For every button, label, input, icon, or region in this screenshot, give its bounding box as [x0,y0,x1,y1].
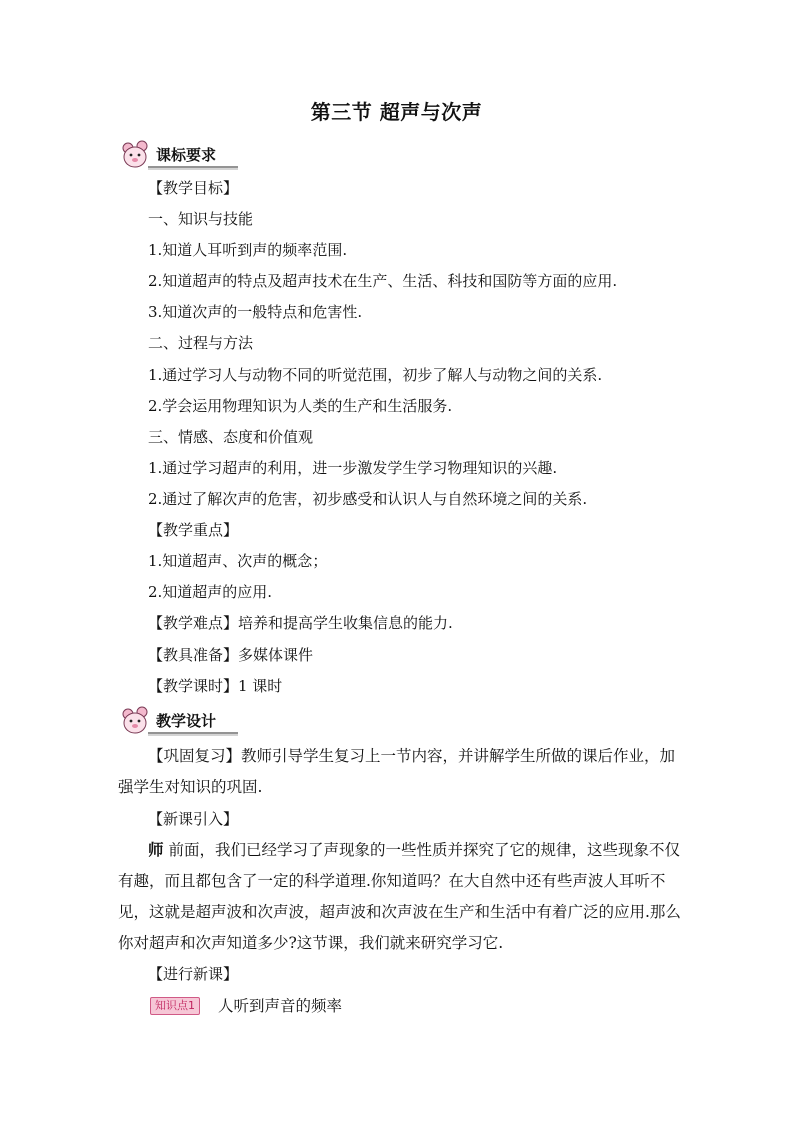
section-header-design [118,706,240,736]
teaching-hours: 【教学课时】1 课时 [148,677,283,695]
key-points-item: 2.知道超声的应用. [148,583,273,601]
section-label-curriculum: 课标要求 [156,146,217,164]
review-paragraph: 【巩固复习】教师引导学生复习上一节内容，并讲解学生所做的课后作业，加强学生对知识的巩固. [118,747,676,796]
teacher-text: 前面，我们已经学习了声现象的一些性质并探究了它的规律，这些现象不仅有趣，而且都包含了一定的科学道理.你知道吗？在大自然中还有些声波人耳听不见，这就是超声波和次声波，超声波和次声波在生产和生活中有着广泛的应用.那么你对超声和次声知道多少?这节课，我们就来研究学习它. [118,841,681,952]
objectives-part1-item: 1.知道人耳听到声的频率范围. [148,241,348,259]
objectives-part3-item: 2.通过了解次声的危害，初步感受和认识人与自然环境之间的关系. [148,490,588,508]
knowledge-point-text: 人听到声音的频率 [218,997,343,1015]
teaching-materials: 【教具准备】多媒体课件 [148,646,314,664]
key-points-heading: 【教学重点】 [148,521,239,539]
teacher-paragraph [118,835,683,959]
knowledge-point-badge: 知识点1 [150,997,200,1015]
objectives-part1-item: 3.知道次声的一般特点和危害性. [148,303,363,321]
knowledge-point-row [150,995,342,1016]
objectives-part2-title: 二、过程与方法 [148,334,254,352]
objectives-part2-item: 1.通过学习人与动物不同的听觉范围，初步了解人与动物之间的关系. [148,366,603,384]
intro-heading: 【新课引入】 [148,810,239,828]
objectives-part3-title: 三、情感、态度和价值观 [148,428,314,446]
objectives-part3-item: 1.通过学习超声的利用，进一步激发学生学习物理知识的兴趣. [148,459,558,477]
teacher-label: 师 [148,841,164,859]
teaching-difficulty: 【教学难点】培养和提高学生收集信息的能力. [148,614,453,632]
new-lesson-heading: 【进行新课】 [148,965,239,983]
section-header-curriculum [118,140,240,170]
page-title: 第三节 超声与次声 [310,100,483,124]
section-label-design: 教学设计 [156,712,217,730]
objectives-heading: 【教学目标】 [148,179,239,197]
objectives-part1-title: 一、知识与技能 [148,210,254,228]
objectives-part2-item: 2.学会运用物理知识为人类的生产和生活服务. [148,397,453,415]
key-points-item: 1.知道超声、次声的概念； [148,552,328,570]
objectives-part1-item: 2.知道超声的特点及超声技术在生产、生活、科技和国防等方面的应用. [148,272,618,290]
